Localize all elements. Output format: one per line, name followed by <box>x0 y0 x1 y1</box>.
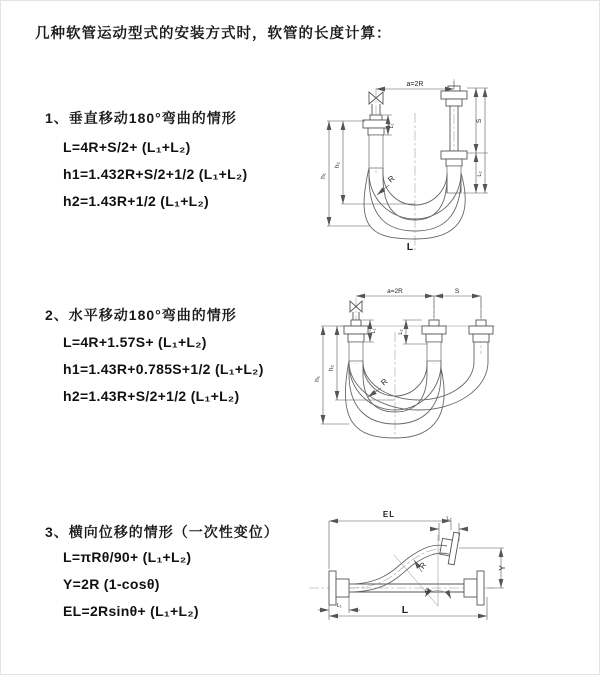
dim-label-l1: L₁ <box>336 603 342 609</box>
dim-label-h1: h₁ <box>314 376 321 382</box>
radius-label: R <box>417 560 429 571</box>
dim-label-a2r: a=2R <box>387 288 403 295</box>
dim-label-y: Y <box>498 565 507 571</box>
braided-hose-section <box>447 166 461 193</box>
section-1-formula-L: L=4R+S/2+ (L₁+L₂) <box>63 139 191 155</box>
dim-label-l: L <box>401 604 409 616</box>
section-2-formula-L: L=4R+1.57S+ (L₁+L₂) <box>63 334 207 350</box>
dimension-lines <box>321 296 481 424</box>
dim-label-l2: L₂ <box>398 329 404 335</box>
diagram-horizontal-180-bend <box>313 284 600 459</box>
dim-label-a2r: a=2R <box>406 81 424 88</box>
dim-label-l1: L₁ <box>371 328 377 334</box>
centerlines <box>356 298 481 436</box>
radius-label: R <box>386 173 397 185</box>
section-3-formula-Y: Y=2R (1-cosθ) <box>63 576 160 592</box>
braided-hose-section <box>349 342 363 361</box>
hose-bend-curves <box>345 342 488 438</box>
section-2-formula-h1: h1=1.43R+0.785S+1/2 (L₁+L₂) <box>63 361 264 377</box>
diagram-vertical-180-bend <box>313 73 591 258</box>
dim-label-el: EL <box>382 510 396 519</box>
section-2-formula-h2: h2=1.43R+S/2+1/2 (L₁+L₂) <box>63 388 240 404</box>
section-2-heading: 2、水平移动180°弯曲的情形 <box>45 307 237 323</box>
length-label: L <box>406 241 414 253</box>
dim-label-h1: h₁ <box>320 173 327 179</box>
theta-label: θ <box>425 589 429 596</box>
section-3-heading: 3、横向位移的情形（一次性变位） <box>45 524 279 540</box>
section-1-heading: 1、垂直移动180°弯曲的情形 <box>45 110 237 126</box>
dim-label-l2: L₂ <box>446 516 452 522</box>
dimension-lines <box>318 521 504 620</box>
s-curve-hose <box>349 545 449 592</box>
section-1-formula-h1: h1=1.432R+S/2+1/2 (L₁+L₂) <box>63 166 248 182</box>
dim-label-h2: h₂ <box>334 161 341 169</box>
radius-label: R <box>379 376 390 388</box>
displaced-flange <box>438 531 459 565</box>
dim-label-l2: L₂ <box>477 171 483 177</box>
section-1-formula-h2: h2=1.43R+1/2 (L₁+L₂) <box>63 193 210 209</box>
dim-label-s: S <box>476 118 483 124</box>
page-title: 几种软管运动型式的安装方式时，软管的长度计算： <box>35 26 392 42</box>
section-3-formula-L: L=πRθ/90+ (L₁+L₂) <box>63 549 192 565</box>
pipes-and-fittings <box>344 301 493 361</box>
flanges-and-pipes <box>329 531 484 605</box>
braided-hose-section <box>427 342 441 361</box>
dim-label-l1: L₁ <box>389 123 395 129</box>
dim-label-s: S <box>454 288 460 295</box>
centerlines <box>376 79 454 253</box>
braided-hose-section <box>369 135 383 168</box>
dim-label-h2: h₂ <box>328 364 335 372</box>
section-3-formula-EL: EL=2Rsinθ+ (L₁+L₂) <box>63 603 199 619</box>
diagram-lateral-displacement <box>301 503 600 653</box>
